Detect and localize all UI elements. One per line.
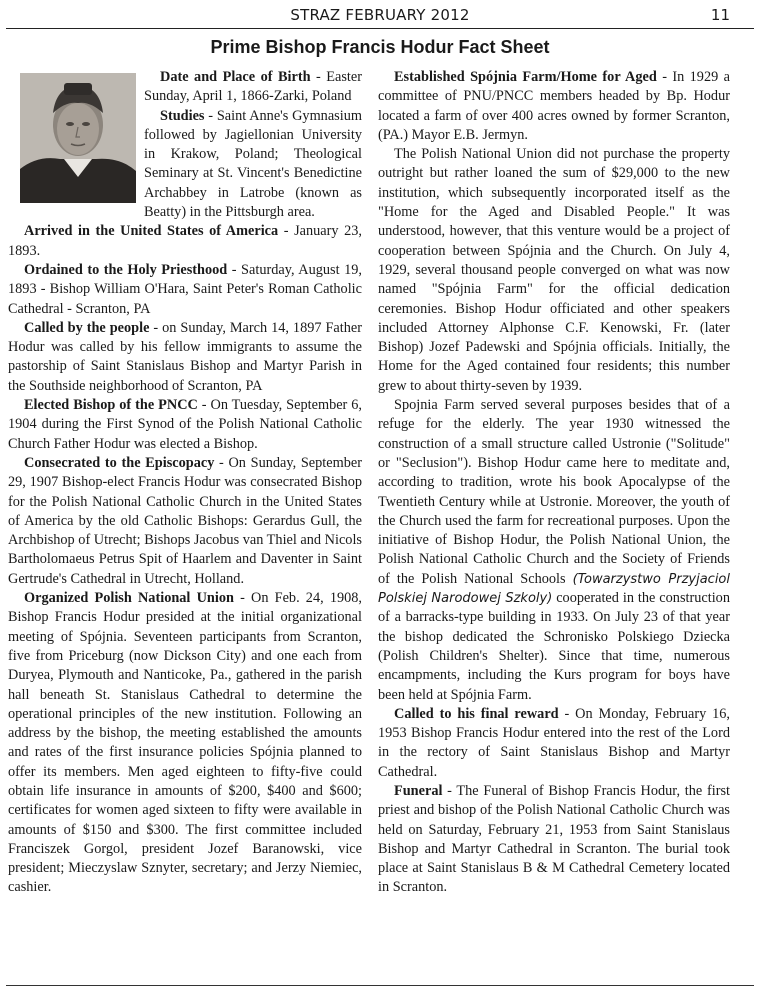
birth-text: - Easter Sunday, April 1, 1866-Zarki, Poland xyxy=(144,69,362,105)
reward-heading: Called to his final reward xyxy=(394,705,559,722)
birth-heading: Date and Place of Birth xyxy=(160,69,311,85)
organized-text: - On Feb. 24, 1908, Bishop Francis Hodur presided at the initial organizational meeting of Spójnia. Seventeen participants from Scranton, five from Priceburg (now Dickson City) and one each from Duryea, Plymouth and Nanticoke, Pa., gathered in the parish hall beneath St. Stanislaus Cathedral to determine the operational principles of the new institution. Following an address by the bishop, the meeting established the amounts and rates of the first insurance policies Spójnia planned to offer its members. Men aged eighteen to fifty-five could obtain life insurance in amounts of $200, $400 and $600; certificates for women aged sixteen to fifty were available in amounts of $150 and $300. The first committee included Franciszek Gorgol, president Jozef Baranowski, vice president; Mieczyslaw Sznyter, secretary; and Jerzy Niemiec, cashier. xyxy=(8,590,362,896)
funeral-text: - The Funeral of Bishop Francis Hodur, the first priest and bishop of the Polish National Catholic Church was held on Saturday, February 21, 1953 from Saint Stanislaus Bishop and Martyr Cathedral in Scranton. The burial took place at Saint Stanislaus B & M Cathedral Cemetery located in Scranton. xyxy=(378,782,730,896)
ordained-text: - Saturday, August 19, 1893 - Bishop William O'Hara, Saint Peter's Roman Catholic Cathedral - Scranton, PA xyxy=(8,261,362,317)
right-column xyxy=(378,68,730,898)
page-number: 11 xyxy=(710,6,730,24)
funeral-heading: Funeral xyxy=(394,782,443,799)
portrait-illustration xyxy=(20,73,136,203)
consecrated-text: - On Sunday, September 29, 1907 Bishop-elect Francis Hodur was consecrated Bishop for the Polish National Catholic Church in the United States of America by the old Catholic Bishops: Gerardus Gull, the Archbishop of Utrecht; Bishops Jacobus van Thiel and Nicols Bartholomaeus Petrus Spit of Haarlem and Daventer in Saint Gertrude's Cathedral in Utrecht, Holland. xyxy=(8,454,362,587)
studies-text: - Saint Anne's Gymnasium followed by Jagiellonian University in Krakow, Poland; Theological Seminary at St. Vincent's Benedictine Archabbey in Latrobe (known as Beatty) in the Pittsburgh area. xyxy=(144,107,362,221)
arrived-heading: Arrived in the United States of America xyxy=(24,223,279,240)
farm-paragraph-3 xyxy=(378,396,730,705)
farm-p3-italic: (Towarzystwo Przyjaciol Polskiej Narodowej Szkoly) xyxy=(378,571,731,607)
called-text: - on Sunday, March 14, 1897 Father Hodur was called by his fellow immigrants to assume the pastorship of Saint Stanislaus Bishop and Martyr Parish in the Southside neighborhood of Scranton, PA xyxy=(8,319,363,394)
studies-heading: Studies xyxy=(160,107,205,124)
farm-p3-after: cooperated in the construction of a barracks-type building in 1933. On July 23 of that year the bishop dedicated the Schronisko Polskiego Dziecka (Polish Children's Shelter). Since that time, numerous encampments, including the Kurs program for boys have been held at Spójnia Farm. xyxy=(378,590,730,703)
bishop-portrait-photo xyxy=(20,73,136,203)
arrived-text: - January 23, 1893. xyxy=(8,223,362,259)
farm-paragraph-2: The Polish National Union did not purchase the property outright but rather loaned the sum of $29,000 to the new institution, which subsequently incorporated itself as the "Home for the Aged and Disabled People." It was understood, however, that this venture would be a project of cooperation between Spójnia and the Church. On July 4, 1929, several thousand people converged on what was now named "Spójnia Farm" for the official dedication ceremonies. Bishop Hodur officiated and other speakers included Attorney Alphonse C.F. Kenowski, Fr. (later Bishop) Jozef Padewski and Spójnia officials. Initially, the Home for the Aged contained four residents; this number grew to about thirty-seven by 1939. xyxy=(378,146,730,394)
farm-p3-before: Spojnia Farm served several purposes besides that of a refuge for the elderly. The year 1930 witnessed the construction of a small structure called Ustronie ("Solitude" or "Seclusion"). Bishop Hodur came here to meditate and, according to tradition, wrote his book Apocalypse of the Twentieth Century while at Ustronie. Moreover, the youth of the Church used the farm for recreational purposes. Upon the initiative of Bishop Hodur, the Polish National Union, the Polish National Catholic Church and the Society of Friends of the Polish National Schools xyxy=(378,397,730,587)
article-title: Prime Bishop Francis Hodur Fact Sheet xyxy=(210,37,550,57)
page-header xyxy=(6,6,754,29)
ordained-heading: Ordained to the Holy Priesthood xyxy=(24,261,228,278)
consecrated-heading: Consecrated to the Episcopacy xyxy=(24,454,215,471)
left-column xyxy=(8,68,362,898)
called-heading: Called by the people xyxy=(24,319,150,336)
farm-heading: Established Spójnia Farm/Home for Aged xyxy=(394,69,657,85)
elected-heading: Elected Bishop of the PNCC xyxy=(24,397,198,414)
reward-text: - On Monday, February 16, 1953 Bishop Francis Hodur entered into the rest of the Lord in the rectory of Saint Stanislaus Bishop and Martyr Cathedral. xyxy=(378,705,731,780)
farm-text: - In 1929 a committee of PNU/PNCC members headed by Bp. Hodur located a farm of over 400 acres owned by former Scranton, (PA.) Mayor E.B. Jermyn. xyxy=(378,69,730,143)
running-head: STRAZ FEBRUARY 2012 xyxy=(290,6,470,24)
elected-text: - On Tuesday, September 6, 1904 during the First Synod of the Polish National Catholic Church Father Hodur was elected a Bishop. xyxy=(8,397,362,452)
footer-rule xyxy=(6,985,754,986)
organized-heading: Organized Polish National Union xyxy=(24,590,234,607)
